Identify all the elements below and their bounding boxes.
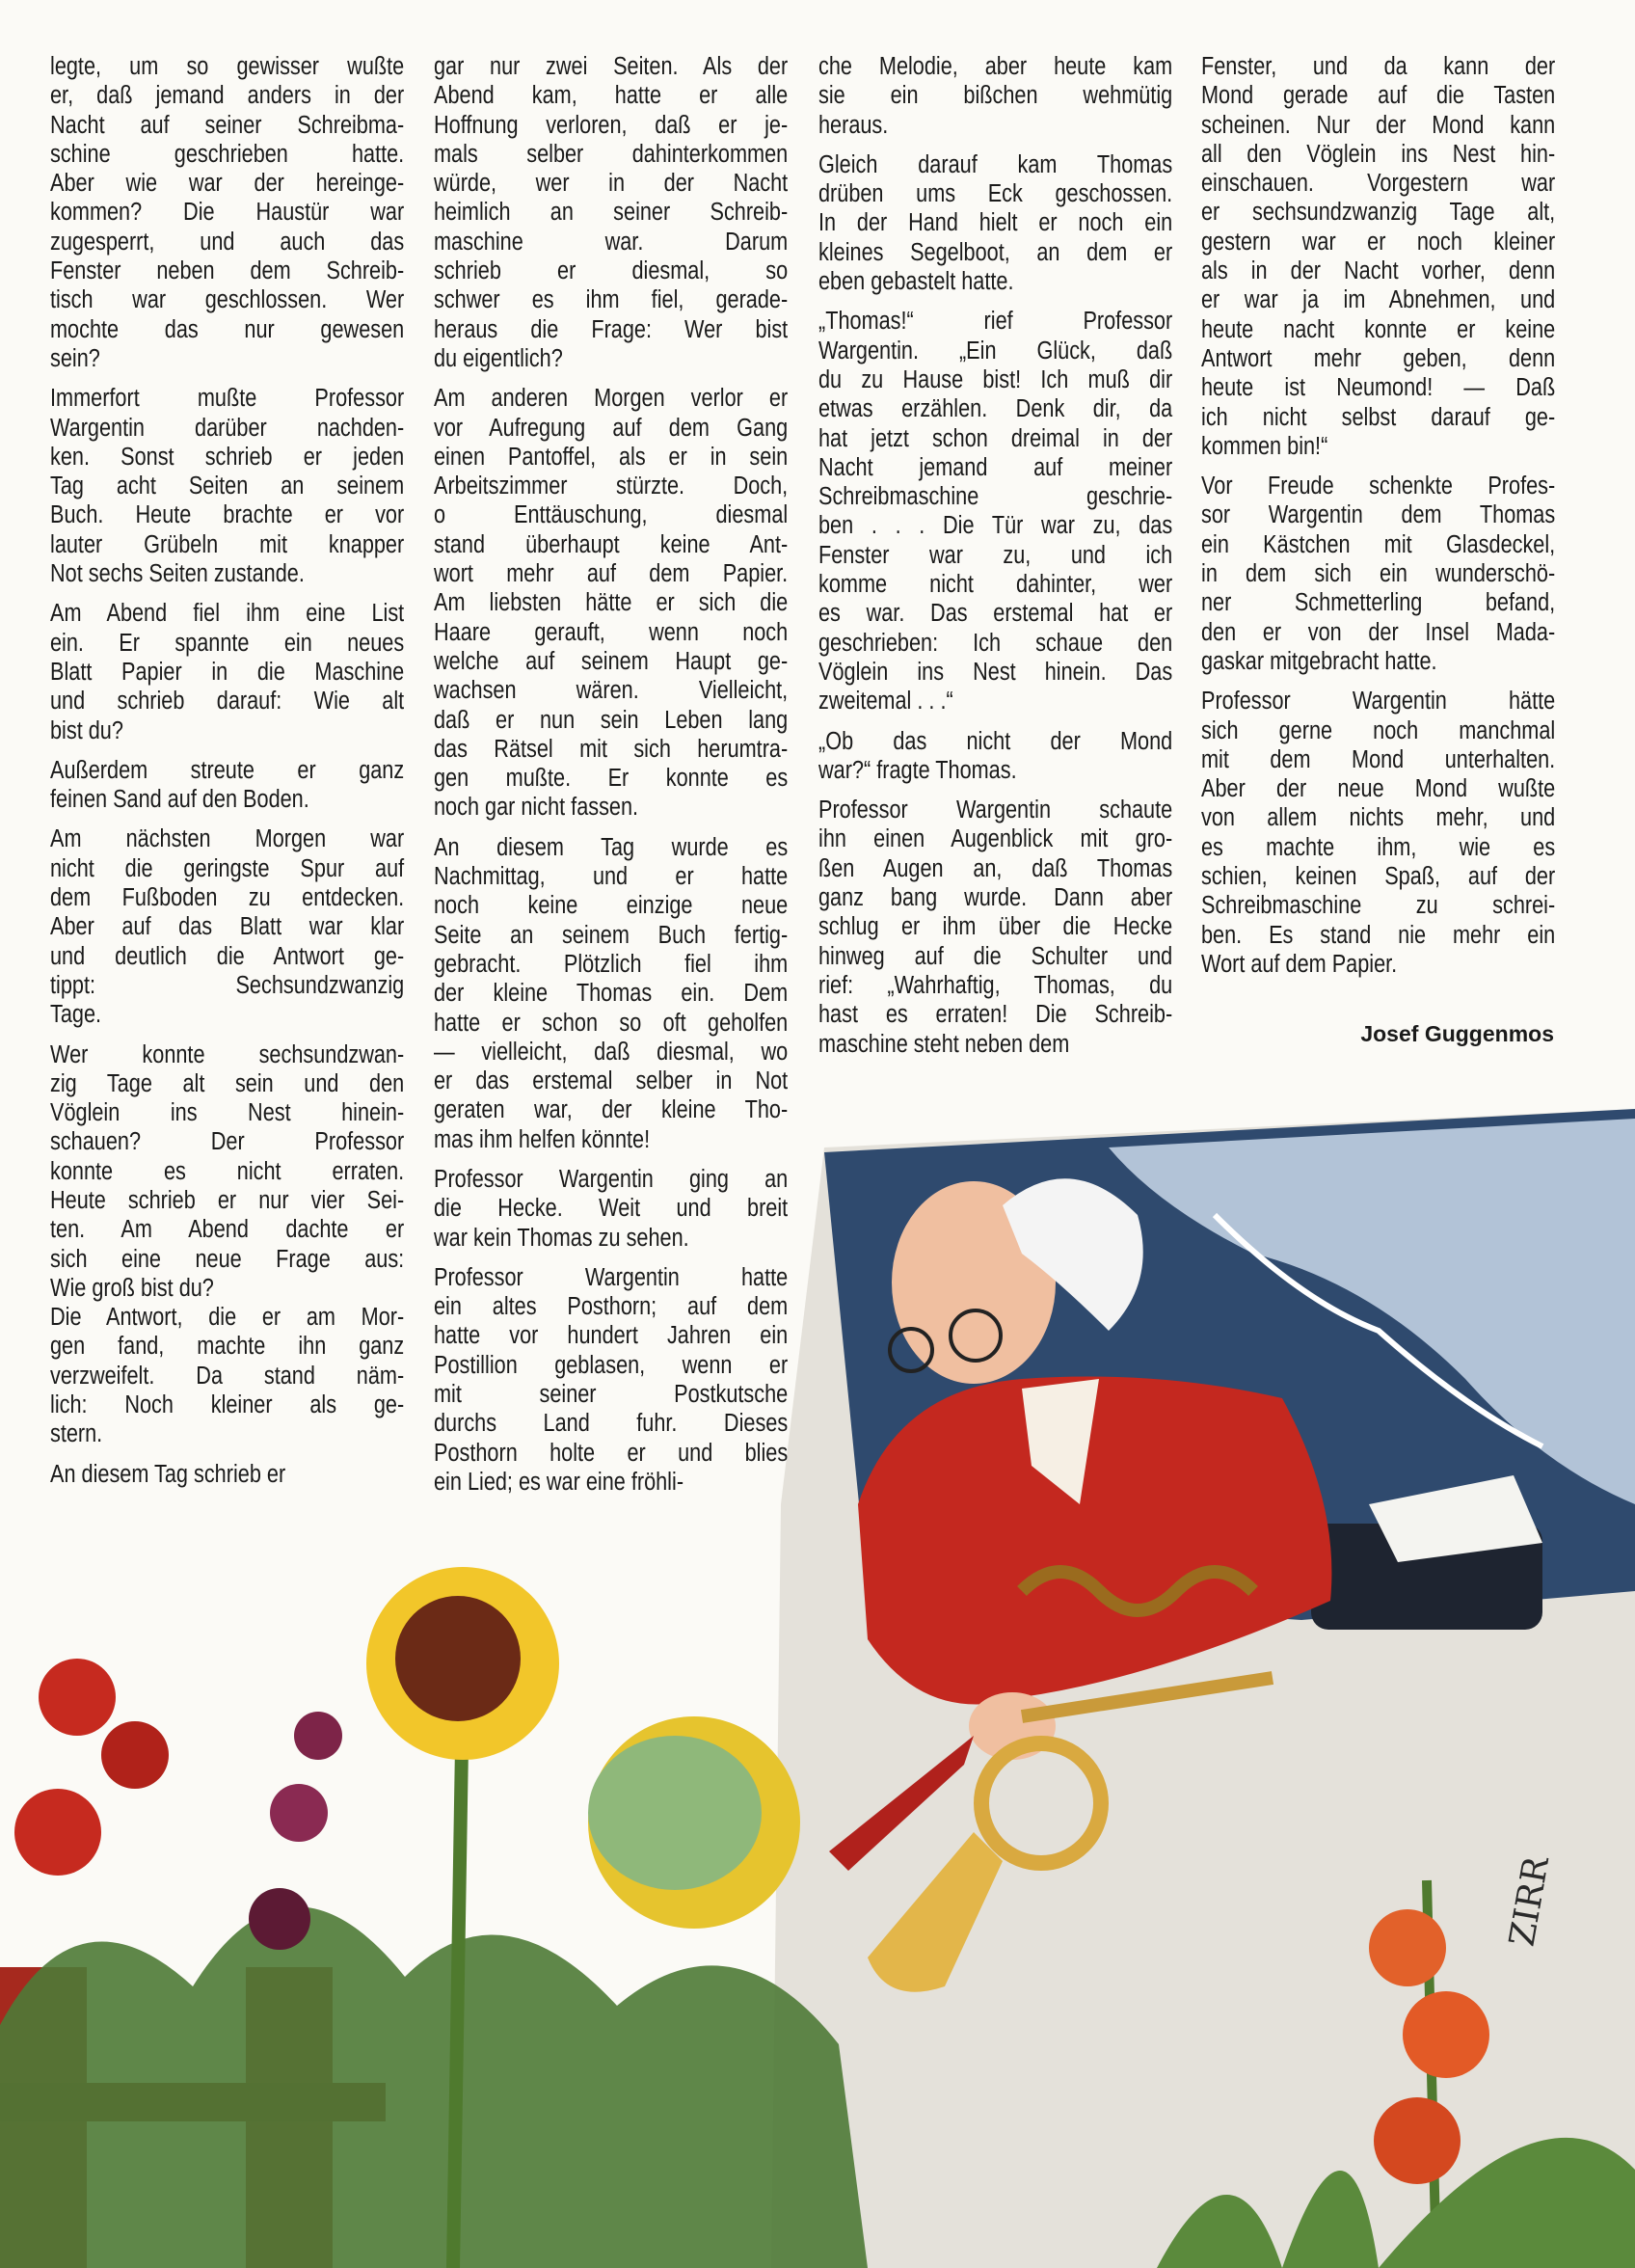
text-column-1 [50, 52, 404, 1499]
text-line: hat jetzt schon dreimal in der [818, 424, 1173, 452]
text-line: es war. Das erstemal hat er [818, 600, 1173, 628]
text-line: schlug er ihm über die Hecke [818, 913, 1173, 941]
author-byline: Josef Guggenmos [1360, 1021, 1554, 1046]
text-line: gen fand, machte ihn ganz [50, 1333, 405, 1361]
text-line: gar nur zwei Seiten. Als der [434, 53, 789, 80]
paragraph [50, 1040, 404, 1304]
paragraph [818, 796, 1172, 1059]
foxglove-flower [294, 1712, 342, 1760]
paragraph [1201, 687, 1555, 979]
text-line: kleines Segelboot, an dem er [818, 238, 1173, 266]
text-line: einen Pantoffel, als er in sein [434, 443, 789, 471]
text-line: Gleich darauf kam Thomas [818, 150, 1173, 178]
text-line: stern. [50, 1420, 103, 1448]
text-line: ken. Sonst schrieb er jeden [50, 443, 405, 471]
text-line: verzweifelt. Da stand näm- [50, 1362, 405, 1390]
red-flower [101, 1721, 169, 1789]
text-line: ganz bang wurde. Dann aber [818, 884, 1173, 912]
text-line: Antwort mehr geben, denn [1201, 344, 1556, 372]
text-line: Am liebsten hätte er sich die [434, 589, 789, 617]
text-line: bist du? [50, 716, 123, 744]
text-line: schauen? Der Professor [50, 1128, 405, 1156]
text-line: mit dem Mond unterhalten. [1201, 745, 1556, 773]
paragraph [818, 307, 1172, 716]
text-line: sich gerne noch manchmal [1201, 716, 1556, 744]
paragraph [434, 833, 788, 1154]
text-line: etwas erzählen. Denk dir, da [818, 395, 1173, 423]
text-line: durchs Land fuhr. Dieses [434, 1410, 789, 1438]
text-line: gaskar mitgebracht hatte. [1201, 647, 1437, 675]
paragraph [50, 756, 404, 815]
text-line: Schreibmaschine zu schrei- [1201, 892, 1556, 920]
text-line: das Rätsel mit sich herumtra- [434, 735, 789, 763]
text-line: den er von der Insel Mada- [1201, 618, 1556, 646]
paragraph [50, 1303, 404, 1448]
text-line: gebracht. Plötzlich fiel ihm [434, 950, 789, 978]
sunflower-stem [453, 1688, 463, 2268]
text-line: er war ja im Abnehmen, und [1201, 286, 1556, 314]
text-line: all den Vöglein ins Nest hin- [1201, 140, 1556, 168]
text-line: kommen? Die Haustür war [50, 199, 405, 227]
text-line: ner Schmetterling befand, [1201, 589, 1556, 617]
text-line: es machte ihm, wie es [1201, 833, 1556, 861]
text-line: er, daß jemand anders in der [50, 82, 405, 110]
foxglove-flower [249, 1888, 310, 1950]
text-line: ein Kästchen mit Glasdeckel, [1201, 530, 1556, 558]
orange-flower [1369, 1909, 1446, 1986]
text-line: mas ihm helfen könnte! [434, 1125, 651, 1153]
text-line: dem Fußboden zu entdecken. [50, 884, 405, 912]
paragraph [1201, 472, 1555, 676]
text-line: Die Antwort, die er am Mor- [50, 1304, 405, 1332]
orange-flower [1403, 1991, 1489, 2078]
text-line: ßen Augen an, daß Thomas [818, 854, 1173, 882]
text-line: Fenster, und da kann der [1201, 53, 1556, 80]
text-line: tisch war geschlossen. Wer [50, 286, 405, 314]
text-line: Heute schrieb er nur vier Sei- [50, 1186, 405, 1214]
text-line: tippt: Sechsundzwanzig [50, 971, 405, 999]
text-line: Wer konnte sechsundzwan- [50, 1040, 405, 1068]
text-line: hinweg auf die Schulter und [818, 942, 1173, 970]
text-line: du zu Hause bist! Ich muß dir [818, 365, 1173, 393]
text-line: ihn einen Augenblick mit gro- [818, 825, 1173, 853]
text-line: Postillion geblasen, wenn er [434, 1351, 789, 1379]
text-line: ich nicht selbst darauf ge- [1201, 403, 1556, 431]
text-column-4 [1201, 52, 1555, 989]
text-line: Aber der neue Mond wußte [1201, 775, 1556, 803]
text-line: Professor Wargentin hätte [1201, 688, 1556, 716]
text-line: Professor Wargentin ging an [434, 1165, 789, 1193]
text-line: maschine steht neben dem [818, 1030, 1070, 1058]
paragraph [818, 727, 1172, 786]
paragraph [50, 599, 404, 744]
text-line: heraus. [818, 111, 889, 139]
text-line: sich eine neue Frage aus: [50, 1245, 405, 1273]
paragraph [50, 1460, 404, 1489]
text-line: An diesem Tag wurde es [434, 833, 789, 861]
text-line: Vor Freude schenkte Profes- [1201, 472, 1556, 500]
text-line: che Melodie, aber heute kam [818, 53, 1173, 80]
text-line: Am nächsten Morgen war [50, 825, 405, 853]
paragraph [434, 1165, 788, 1253]
text-line: vor Aufregung auf dem Gang [434, 414, 789, 442]
text-line: mochte das nur gewesen [50, 315, 405, 343]
green-sunflower-head [588, 1736, 762, 1890]
text-line: Hoffnung verloren, daß er je- [434, 111, 789, 139]
text-line: Not sechs Seiten zustande. [50, 560, 305, 588]
text-line: und deutlich die Antwort ge- [50, 942, 405, 970]
text-line: würde, wer in der Nacht [434, 170, 789, 198]
text-line: lich: Noch kleiner als ge- [50, 1391, 405, 1419]
text-line: als in der Nacht vorher, denn [1201, 257, 1556, 285]
text-line: legte, um so gewisser wußte [50, 53, 405, 80]
text-line: feinen Sand auf den Boden. [50, 786, 309, 814]
text-line: maschine war. Darum [434, 228, 789, 256]
text-line: geschrieben: Ich schaue den [818, 629, 1173, 657]
text-line: An diesem Tag schrieb er [50, 1460, 286, 1488]
text-column-2 [434, 52, 788, 1507]
text-line: Vöglein ins Nest hinein- [50, 1099, 405, 1127]
text-line: Seite an seinem Buch fertig- [434, 921, 789, 949]
text-line: Posthorn holte er und blies [434, 1439, 789, 1467]
text-line: kommen bin!“ [1201, 432, 1328, 460]
text-line: In der Hand hielt er noch ein [818, 209, 1173, 237]
paragraph [818, 52, 1172, 140]
text-line: ein. Er spannte ein neues [50, 629, 405, 657]
text-line: Aber auf das Blatt war klar [50, 913, 405, 941]
text-line: Tag acht Seiten an seinem [50, 472, 405, 500]
foxglove-flower [270, 1784, 328, 1842]
text-line: sie ein bißchen wehmütig [818, 82, 1173, 110]
text-line: heimlich an seiner Schreib- [434, 199, 789, 227]
text-line: einschauen. Vorgestern war [1201, 170, 1556, 198]
text-line: Arbeitszimmer stürzte. Doch, [434, 472, 789, 500]
text-line: sor Wargentin dem Thomas [1201, 501, 1556, 529]
text-line: wachsen wären. Vielleicht, [434, 677, 789, 705]
text-line: Am anderen Morgen verlor er [434, 385, 789, 413]
paragraph [50, 52, 404, 373]
text-line: ten. Am Abend dachte er [50, 1216, 405, 1244]
text-line: heute nacht konnte er keine [1201, 315, 1556, 343]
text-line: noch keine einzige neue [434, 892, 789, 920]
red-flower [39, 1659, 116, 1736]
text-column-3 [818, 52, 1172, 1069]
text-line: Haare gerauft, wenn noch [434, 618, 789, 646]
text-line: konnte es nicht erraten. [50, 1157, 405, 1185]
orange-flower [1374, 2097, 1461, 2184]
text-line: mals selber dahinterkommen [434, 140, 789, 168]
paragraph [434, 384, 788, 822]
text-line: Nacht jemand auf meiner [818, 453, 1173, 481]
text-line: scheinen. Nur der Mond kann [1201, 111, 1556, 139]
text-line: zweitemal . . .“ [818, 688, 953, 716]
text-line: ben . . . Die Tür war zu, das [818, 512, 1173, 540]
text-line: Wie groß bist du? [50, 1274, 214, 1302]
text-line: gestern war er noch kleiner [1201, 228, 1556, 256]
text-line: o Enttäuschung, diesmal [434, 501, 789, 529]
text-line: Mond gerade auf die Tasten [1201, 82, 1556, 110]
text-line: — vielleicht, daß diesmal, wo [434, 1038, 789, 1066]
text-line: gen mußte. Er konnte es [434, 765, 789, 793]
text-line: Blatt Papier in die Maschine [50, 658, 405, 686]
text-line: eben gebastelt hatte. [818, 268, 1014, 296]
text-line: hatte vor hundert Jahren ein [434, 1322, 789, 1350]
text-line: zugesperrt, und auch das [50, 228, 405, 256]
text-line: sein? [50, 344, 100, 372]
text-line: schine geschrieben hatte. [50, 140, 405, 168]
text-line: war kein Thomas zu sehen. [434, 1224, 689, 1252]
text-line: von allem nichts mehr, und [1201, 804, 1556, 832]
paragraph [818, 150, 1172, 296]
text-line: Am Abend fiel ihm eine List [50, 600, 405, 628]
text-line: Wargentin darüber nachden- [50, 414, 405, 442]
text-line: Vöglein ins Nest hinein. Das [818, 658, 1173, 686]
text-line: „Ob das nicht der Mond [818, 727, 1173, 755]
paragraph [434, 52, 788, 373]
text-line: nicht die geringste Spur auf [50, 854, 405, 882]
text-line: mit seiner Postkutsche [434, 1381, 789, 1409]
text-line: er sechsundzwanzig Tage alt, [1201, 199, 1556, 227]
text-line: der kleine Thomas ein. Dem [434, 980, 789, 1008]
text-line: du eigentlich? [434, 344, 563, 372]
text-line: drüben ums Eck geschossen. [818, 180, 1173, 208]
text-line: lauter Grübeln mit knapper [50, 530, 405, 558]
text-line: die Hecke. Weit und breit [434, 1195, 789, 1223]
text-line: wort mehr auf dem Papier. [434, 560, 789, 588]
text-line: Buch. Heute brachte er vor [50, 501, 405, 529]
text-line: Professor Wargentin hatte [434, 1263, 789, 1291]
paragraph [50, 824, 404, 1029]
text-line: schien, keinen Spaß, auf der [1201, 863, 1556, 891]
text-line: Außerdem streute er ganz [50, 756, 405, 784]
foliage [0, 1906, 868, 2268]
text-line: er das erstemal selber in Not [434, 1067, 789, 1095]
text-line: komme nicht dahinter, wer [818, 571, 1173, 599]
text-line: Wargentin. „Ein Glück, daß [818, 337, 1173, 364]
text-line: ein Lied; es war eine fröhli- [434, 1468, 684, 1496]
text-line: „Thomas!“ rief Professor [818, 308, 1173, 336]
text-line: zig Tage alt sein und den [50, 1069, 405, 1097]
text-line: in dem sich ein wunderschö- [1201, 560, 1556, 588]
text-line: welche auf seinem Haupt ge- [434, 647, 789, 675]
text-line: geraten war, der kleine Tho- [434, 1096, 789, 1124]
paragraph [434, 1263, 788, 1497]
text-line: war?“ fragte Thomas. [818, 756, 1017, 784]
text-line: Nacht auf seiner Schreibma- [50, 111, 405, 139]
paragraph [50, 384, 404, 588]
text-line: noch gar nicht fassen. [434, 794, 639, 822]
text-line: heute ist Neumond! — Daß [1201, 374, 1556, 402]
text-line: stand überhaupt keine Ant- [434, 530, 789, 558]
text-line: Fenster neben dem Schreib- [50, 257, 405, 285]
sunflower-center [395, 1596, 521, 1721]
text-line: hatte er schon so oft geholfen [434, 1009, 789, 1037]
text-line: Immerfort mußte Professor [50, 385, 405, 413]
text-line: Schreibmaschine geschrie- [818, 483, 1173, 511]
red-flower [14, 1789, 101, 1876]
text-line: Wort auf dem Papier. [1201, 950, 1398, 978]
text-line: Tage. [50, 1001, 102, 1029]
text-line: hast es erraten! Die Schreib- [818, 1001, 1173, 1029]
text-line: Aber wie war der hereinge- [50, 170, 405, 198]
paragraph [1201, 52, 1555, 461]
text-line: ein altes Posthorn; auf dem [434, 1293, 789, 1321]
text-line: Fenster war zu, und ich [818, 541, 1173, 569]
text-line: Abend kam, hatte er alle [434, 82, 789, 110]
text-line: schwer es ihm fiel, gerade- [434, 286, 789, 314]
text-line: Professor Wargentin schaute [818, 796, 1173, 824]
text-line: ben. Es stand nie mehr ein [1201, 921, 1556, 949]
text-line: und schrieb darauf: Wie alt [50, 688, 405, 716]
text-line: schrieb er diesmal, so [434, 257, 789, 285]
text-line: rief: „Wahrhaftig, Thomas, du [818, 971, 1173, 999]
artist-signature: ZIRR [1502, 1853, 1558, 1950]
text-line: heraus die Frage: Wer bist [434, 315, 789, 343]
text-line: Nachmittag, und er hatte [434, 863, 789, 891]
text-line: daß er nun sein Leben lang [434, 706, 789, 734]
